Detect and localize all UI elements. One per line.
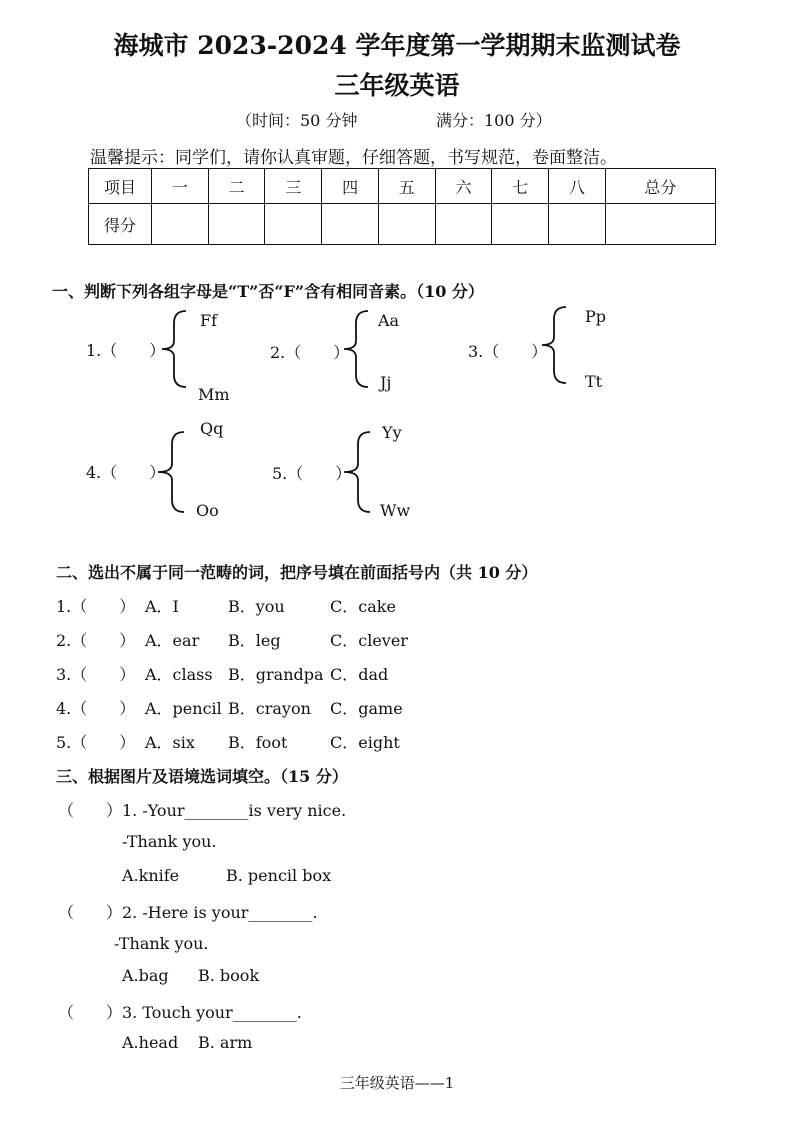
table-cell: 三	[265, 169, 322, 204]
table-cell: 项目	[89, 169, 152, 204]
table-cell: 七	[492, 169, 549, 204]
option-c: C．eight	[330, 733, 400, 752]
reply-text: -Thank you.	[122, 832, 217, 851]
page-subtitle: 三年级英语	[334, 71, 460, 100]
score-cell[interactable]	[605, 204, 715, 245]
letter-bottom: Mm	[198, 385, 230, 404]
option-b: B. pencil box	[226, 866, 332, 885]
option-a: A．six	[145, 733, 195, 752]
answer-blank[interactable]: 3.（ ）	[56, 665, 136, 684]
score-cell[interactable]	[378, 204, 435, 245]
answer-blank[interactable]: 2.（ ）	[56, 631, 136, 650]
option-a: A．ear	[145, 631, 200, 650]
answer-blank[interactable]: 5.（ ）	[272, 464, 352, 483]
time-info: （时间：50 分钟	[236, 111, 358, 130]
table-cell: 四	[322, 169, 379, 204]
section2-heading: 二、选出不属于同一范畴的词，把序号填在前面括号内（共 10 分）	[56, 563, 538, 582]
option-a: A.bag	[122, 966, 169, 985]
section3-heading: 三、根据图片及语境选词填空。（15 分）	[56, 767, 348, 786]
answer-blank[interactable]: 3.（ ）	[468, 342, 548, 361]
score-cell[interactable]	[322, 204, 379, 245]
option-a: A.head	[122, 1033, 179, 1052]
score-cell[interactable]	[492, 204, 549, 245]
score-table-row	[89, 204, 716, 245]
score-table	[88, 168, 716, 245]
option-b: B．foot	[228, 733, 288, 752]
table-cell: 六	[435, 169, 492, 204]
option-a: A．class	[145, 665, 213, 684]
question-2[interactable]: （ ）2. -Here is your________.	[58, 903, 318, 922]
option-b: B．crayon	[228, 699, 311, 718]
answer-blank[interactable]: 2.（ ）	[270, 343, 350, 362]
letter-bottom: Oo	[196, 501, 219, 520]
page-title: 海城市 2023-2024 学年度第一学期期末监测试卷	[113, 31, 681, 60]
question-3[interactable]: （ ）3. Touch your________.	[58, 1003, 302, 1022]
question-1[interactable]: （ ）1. -Your________is very nice.	[58, 801, 347, 820]
option-a: A．I	[145, 597, 179, 616]
option-a: A．pencil	[145, 699, 222, 718]
option-b: B. arm	[198, 1033, 253, 1052]
option-a: A.knife	[122, 866, 180, 885]
table-cell: 二	[208, 169, 265, 204]
tip-text: 温馨提示：同学们，请你认真审题，仔细答题，书写规范，卷面整洁。	[90, 148, 617, 168]
table-cell: 一	[152, 169, 209, 204]
option-c: C．dad	[330, 665, 389, 684]
score-cell[interactable]	[265, 204, 322, 245]
score-info: 满分：100 分）	[436, 111, 552, 130]
page-footer: 三年级英语——1	[339, 1074, 455, 1092]
table-cell: 总分	[605, 169, 715, 204]
brace-icon	[538, 305, 568, 385]
letter-bottom: Ww	[380, 501, 411, 520]
option-b: B．grandpa	[228, 665, 324, 684]
brace-icon	[340, 430, 372, 514]
option-b: B. book	[198, 966, 260, 985]
answer-blank[interactable]: 4.（ ）	[56, 699, 136, 718]
letter-top: Ff	[200, 311, 218, 330]
answer-blank[interactable]: 5.（ ）	[56, 733, 136, 752]
letter-bottom: Tt	[585, 372, 603, 391]
score-cell[interactable]	[208, 204, 265, 245]
answer-blank[interactable]: 4.（ ）	[86, 463, 166, 482]
letter-top: Yy	[382, 423, 402, 442]
reply-text: -Thank you.	[114, 934, 209, 953]
option-b: B．leg	[228, 631, 281, 650]
option-b: B．you	[228, 597, 285, 616]
answer-blank[interactable]: 1.（ ）	[86, 341, 166, 360]
brace-icon	[154, 430, 186, 514]
option-c: C．clever	[330, 631, 408, 650]
letter-top: Pp	[585, 307, 607, 326]
option-c: C．cake	[330, 597, 396, 616]
section1-heading: 一、判断下列各组字母是“T”否“F”含有相同音素。（10 分）	[52, 282, 484, 301]
option-c: C．game	[330, 699, 403, 718]
score-cell[interactable]	[549, 204, 606, 245]
letter-top: Qq	[200, 419, 224, 438]
letter-top: Aa	[378, 311, 400, 330]
table-cell: 八	[549, 169, 606, 204]
score-cell[interactable]	[435, 204, 492, 245]
table-cell: 得分	[89, 204, 152, 245]
brace-icon	[340, 309, 370, 389]
score-table-header-row	[89, 169, 716, 204]
answer-blank[interactable]: 1.（ ）	[56, 597, 136, 616]
letter-bottom: Jj	[380, 373, 392, 392]
score-cell[interactable]	[152, 204, 209, 245]
brace-icon	[158, 309, 188, 389]
table-cell: 五	[378, 169, 435, 204]
